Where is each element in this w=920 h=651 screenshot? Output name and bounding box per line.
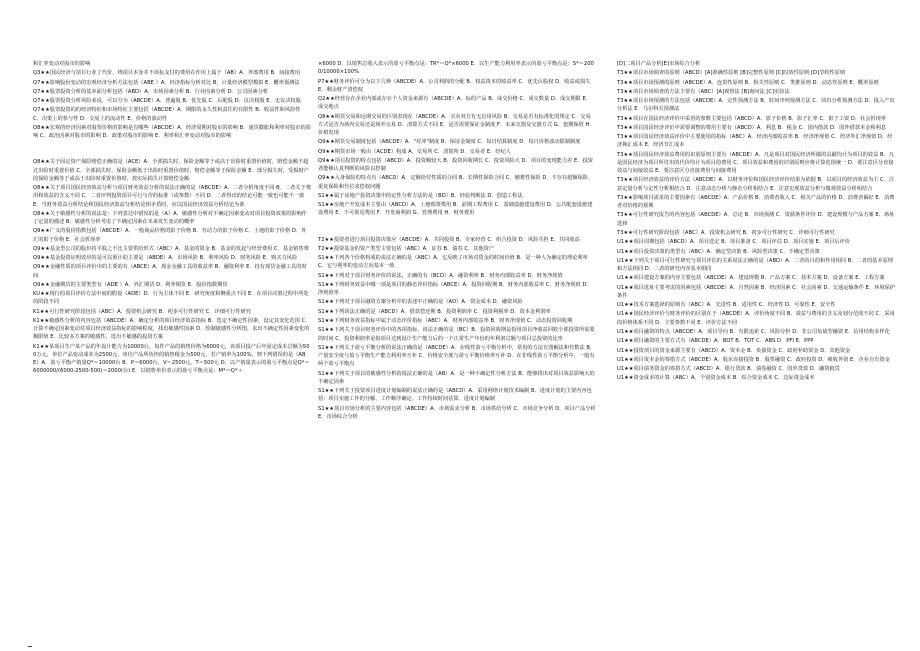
question-item: U1★★技术方案选择的原则有（ABC）A．先进性 B．适用性 C．经济性 D．可靠性 E．安全性 — [617, 302, 836, 309]
question-item: T3★★项目市场预测的方法包括（ABCDE）A．定性预测方法 B．时间序列预测方法 C．回归分析预测方法 D．投入产出分析法 E．马尔科夫预测法 — [617, 98, 895, 113]
question-item: Q8★★关于敏感性分析的说法是：下列表达中错误的是（A）A．敏感性分析对不确定因素变动对项目投资效果的影响作了定量的描述 B．敏感性分析考虑了不确定因素在未来发生变动的概率 — [33, 210, 307, 226]
question-item: U1★★项目资本金的筹措方式（ABCDE）A．股东直接投资 B．股票融资 C．政府投资 D．吸收外资 E．企业自有资金 — [617, 356, 890, 363]
question-item: U1★★项目融资的特点（ABCDE）A．项目导向 B．有限追索 C．风险分担 D．非公司负债型融资 E．信用结构多样化 — [617, 328, 890, 335]
question-item: Q9★★期货交易制度包括（ABCDE）A．"对冲"制度 B．保证金制度 C．每日结算制度 D．每日价格波动限制制度 — [318, 139, 581, 146]
question-item: S1★★下列财务效益中哪一项是项目的静态评价指标（ABCE）A．投资回收期 B．财务内部收益率 C．财务净现值 D．净现值率 — [318, 281, 592, 297]
question-item: S1★★下列各个价格构成的说法正确的是（ABC）A．它反映了市场对资金的时间价值 B．是一种人为确定的理论利率 C．它与利率的变动方向基本一致 — [318, 255, 588, 270]
question-item: K1★★某项目生产某产品的年设计能力为10000台，每件产品的销售价格为6000元，该项目投产后年固定成本总额为500万元，单位产品变动成本为2500元，单位产品所负担的销售税金为500元，若产销率为100%，则下列错误的是（ABE）A．盈亏平衡产销量Q*＝10000台 B．P＝6000台，V＝2500元，T＝500元 D．以产销量表示的盈亏平衡点是Q*＝6000000/(6000-2500-500)＝2000(台) E．以销售单价表示的盈亏平衡点是：M*＝Q*＋ — [33, 343, 310, 375]
question-item: Q9★★基金投资证明效应的是可以预计的主要是（ABDE）A．市场风险 B．利率风险 D．财务风险 E．购买力风险 — [33, 255, 298, 262]
question-item: S1★★下列对于项目融资方案分析中的表述中正确的是（AD）A．资金成本 D．融资风险 — [318, 299, 523, 306]
question-item: P7★★财务评价可分为以下几种（ABCDE）A．公司利润的分配 B．权益资本的收益率 C．优先认股权 D．收益或损失 E．剩余财产清偿权 — [318, 78, 591, 93]
spacer — [33, 141, 311, 158]
question-item: T3★★项目国民经济效益评价中主要使用的指标（ABC）A．经济内部收益率 B．经济净现值 C．经济外汇净现值 D．经济换汇成本 E．经济节汇成本 — [617, 134, 893, 149]
question-item: Q8★★关于固定资产保险赔偿正确的是（ACE）A．全部损失时，保险金额等于或高于出险时重置价值时，赔偿金额不超过出险时重置价值 C．全部损失时，保险金额低于出险时重置价值时，赔偿金额等于保险金额 E．部分损失时，受损财产的保险金额等于或高于出险时重置价值时，按实际损失计算赔偿金额 — [33, 159, 309, 182]
question-item: S1★★下列说法正确的是（ABCD）A．借款偿还期 B．投资利润率 C．投资利税率 D．资本金利润率 — [318, 308, 551, 315]
question-item: T3★★可行性研究报告的内容包括（ABCDE）A．总论 B．市场预测 C．资源条件评价 D．建设规模与产品方案 E．场址选择 — [617, 212, 895, 227]
question-item: Q9★★广义的股价指数包括（ABCDE）A．一般商品价格的影子价格 B．劳动力的影子价格 C．土地的影子价格 D．外汇的影子价格 E．社会折现率 — [33, 228, 307, 243]
page-footer-mark — [28, 646, 32, 647]
question-item: S1★★下列关于项目财务评价中的各项指标，说法正确的是（BC）B．投资回收期是指用项目净收益回收全部投资所需要的时间 C．投资利润率是指项目达到设计生产能力后的一个正常生产年份的年利润总额与项目总投资的比率 — [318, 327, 595, 342]
question-item: T3★★项目国民经济效益费用的识别原则主要有（ABCDE）A．凡是项目对国民经济所做的贡献均计为项目的效益 B．凡是国民经济为项目所付出的代价均计为项目的费用 C．项目效益和费用的识别原则应将计算范围统一 D．要注意区分直接效益与间接效益 E．要注意区分直接费用与间接费用 — [617, 151, 895, 175]
question-item: S1★★房地产开发成本主要由（ABCD）A．土地购置费用 B．前期工程费用 C．基础设施建设费用 D．公共配套设施建设费用 E．不可预见费用 F．开发商利润 G．管理费用 H．财务费用 — [318, 202, 593, 217]
question-item: U1★★国民经济评价与财务评价的区别在于（ABCDE）A．评价角度不同 B．效益与费用的含义及划分范围不同 C．采用的价格体系不同 D．主要参数不同 E．评价方法不同 — [617, 311, 895, 326]
question-item: [D]二项目产品分析[E]市场综合分析 — [617, 61, 701, 67]
question-item: Q3★★国民经济与项目行业了代价，绕项目本身并不该标支付的费用在作用上属于（AB）A．外部费用 B．间接费用 — [33, 70, 301, 77]
question-item: T3★★影响项目需求的主要因素有（ABCDE）A．产品价格 B．消费者收入 C．相关产品的价格 D．消费者偏好 E．消费者对价格的预期 — [617, 194, 895, 210]
question-item: S1★★下列关于项目的敏感性分析的说法正确的是（AB）A．是一种不确定性分析方法 B．能够找出对项目效益影响大的不确定因素 — [318, 370, 595, 385]
question-item: Q7★★影响股份变动的宏观经济分析方法包括（ABE ）A．经济指标分析对比 B．计量经济模型模拟 E．概率预测法 — [33, 79, 300, 86]
question-item: S1★★下列财务效益指标中属于动态评价指标（ABC）A．财务内部收益率 B．财务净现值 C．动态投资回收期 — [318, 318, 573, 325]
question-item: Q7★★股票投资分析风险来说，可以分为（ABCDE）A．普遍股 B．优先股 C．后配股 D．议决权股 E．无议决权股 — [33, 98, 301, 105]
question-item: Q2★★经营存在企业内部或存在个人资金来源有（ABCDE）A．标的产品 B．成交价格 C．成交数量 D．成交期限 E．成交地点 — [318, 96, 592, 111]
question-item: Q7★★股票投资的的经济特征和市场特征主要包括（ABCDE）A．期限的永久性和责任的有限性 B．收益性和风险性 C．决策上的参与性 D．交易上的流动性 E．价格的波动性 — [33, 107, 301, 122]
question-item: 和汇率变动对股市的影响 — [33, 61, 91, 67]
question-item: U1★★下列关于项目可行性研究与项目评估的关系说法正确的是（ABD）A．二者的目的和作用相同 B．二者的基本原理和方法相同 D．二者的研究内容基本相同 — [617, 257, 894, 273]
question-item: U1★★项目建设方案的内容主要包括（ABCDE）A．建设规模 B．产品方案 C．技术方案 D．设备方案 E．工程方案 — [617, 275, 885, 282]
question-item: S1★★属于房地产投资决策中的定性分析方法的是（BD）B．经验判断法 D．创造工程法 — [318, 192, 523, 199]
question-item: S1★★下列关于投资项目进度计划编制的说法正确的是（ABCD）A．采用网络计划技术编制 B．进度计划的主要内容包括：项目实施工作的分解、工作顺序确定、工作持续时间估算、进度计划编制 — [318, 388, 592, 403]
question-item: Q9★★期货市场一般由（ACDE）构成 A．交易所 C．清算所 D．交易者 E．经纪人 — [318, 148, 511, 155]
question-item: T3★★项目市场调查的原则（ABCD）[A]准确性原则 [B]完整性原则 [C]时效性原则 [D]节约性原则 — [617, 70, 846, 77]
question-item: T3★★可行性研究阶段包括（ABC）A．投资机会研究 B．初步可行性研究 C．详细可行性研究 — [617, 229, 835, 236]
question-item: Q8★★期货交易和远期交易的区别表现在（ABCDE）A．买卖双方有无信用风险 B．交易是否有标准化的规定 C．交易方式是否为场内交易还是场外交易 D．清算方式不同 E．是否需要保证金制度 F．未来交割及交割方式 G．套期保值 H．价格发现 — [318, 113, 595, 136]
question-item: S1★★下列对于项目财务评价的说法，正确的有（BCD）A．融资利率 B．财务内部收益率 D．财务净现值 — [318, 272, 563, 279]
column-right — [617, 60, 895, 640]
question-item: U1★★项目周期包括（ABCD）A．项目选定 B．项目准备 C．项目评估 D．项目实施 E．项目后评价 — [617, 239, 851, 246]
column-middle — [318, 60, 596, 640]
question-item: T3★★项目市场调查的方法主要有（ABC）[A]观察法 [B]询问法 [C]实验法 — [617, 88, 790, 95]
question-item: Q8★★关于项目国民经济效益分析与项目财务效益分析的说法正确的是（ABCDE）A．二者分析角度不同 B．二者关于费用和效益的含义不同 C．二者评判投资项目可行与否的标准（或参数）不同 D．二者得出的结论可能一致也可能不一致 E．当财务效益分析结论和国民经济效益分析结论相矛盾时，应以国民经济效益分析结论为准 — [33, 185, 311, 208]
question-item: U1★★项目债务资金的筹措方式（ABCD）A．银行贷款 B．债券融资 C．国外贷款 D．融资租赁 — [617, 366, 840, 373]
question-item: U1★★项目投资决策的类型有（ABC）A．确定型决策 B．风险型决策 C．不确定型决策 — [617, 248, 820, 255]
question-item: K1★★可行性研究阶段包括（ABC）A．投资机会研究 B．初步可行性研究 C．详细可行性研究 — [33, 308, 251, 315]
question-item: U1★★投资项目的资金来源主要有（ABCD）A．资本金 B．负债资金 C．政府补助资金 D．其他资金 — [617, 347, 851, 354]
question-item: K1★★敏感性分析的内容包括（ABCDE）A．确定分析的项目经济效益指标 B．选定不确定性因素，设定其变化范围 C．计算不确定因素变动对项目经济效益指标的影响程度，找出敏感性因素 D．绘制敏感性分析图，求出不确定性因素变化的极限值 E．比较多方案的敏感性，选出不敏感的投资方案 — [33, 318, 311, 341]
question-item: T2★★投资基金的资产类型主要包括（ABC）A．证券 B．债券 C．其他资产 — [318, 245, 495, 252]
question-item: T3★★项目经济效益的评价方法（ABCDE）A．以财务评价和国民经济评价结果为依据 B．以项目的经济效益为主 C．注意定量分析与定性分析相结合 D．注意动态分析与静态分析相结合 E．注意宏观效益分析与微观效益分析相结合 — [617, 177, 895, 192]
question-item: T3★★项目市场预测的原则（ABCDE）A．连贯性原则 B．相关性原则 C．类推原则 D．动态性原则 E．概率原则 — [617, 79, 879, 86]
question-item: Q9★★基金型公司的股价持平股之不比主要供给形式（ABC）A．基金的资金 B．基金的发起与经营费用 C．基金销售费 — [33, 245, 309, 252]
question-item: Q9★★金融期货的主要类型有（ADE ）A．外汇期货 D．利率期货 E．股价指数期货 — [33, 281, 228, 288]
question-item: KU★★现行的项目评价方法中间的假设（ADE）D．行为主体不同 E．研究角度和侧重点不同 E．在项目决策过程中所处的阶段不同 — [33, 291, 309, 306]
question-item: U1★★项目融资的主要方式有（ABCDE）A．BOT B．TOT C．ABS D．PFI E．PPP — [617, 338, 814, 345]
question-item: U1★★项目选址主要考虑的因素包括（ABCDE）A．自然因素 B．经济因素 C．社会因素 D．交通运输条件 E．环境保护条件 — [617, 284, 895, 299]
question-item: Q8★★宏观的经济因素对股票价格的影响是有哪些（ABCDE）A．经济周期对股市的影响 B．通货膨胀和利率对股市的影响 C．政治因素对股市的影响 D．政策对股市的影响 E．利率和汇率变动对股市的影响 — [33, 124, 311, 140]
question-item: T2★★投资者进行项目投资决策应（ABCDE）A．共同投资 B．专家经营 C．组合投资 D．风险共担 E．共同收益 — [318, 236, 580, 243]
question-item: Q9★★金融性质的项目评价中的主要的有（ABCE）A．现金金融工具的收益率 B．融资利率 E．持有现货金融工具的时间 — [33, 264, 307, 279]
question-item: Q7★★股票投资分析的基本面分析包括（ABD）A．市场因素分析 B．行业因素分析 D．公司因素分析 — [33, 88, 269, 95]
question-item: Q9★★入身保险的特点有（ABCD）A．定额给付性质的合同 B．长期性保险合同 C．储蓄性保险 D．不存在超额保险、重复保险和代位求偿权问题 — [318, 175, 594, 190]
question-item: U1★★资金成本的计算（ABC）A．个别资金成本 B．综合资金成本 C．边际资金成本 — [617, 375, 815, 382]
question-item: S1★★项目市场分析的主要内容包括（ABCDE）A．市场需求分析 B．市场供给分析 C．市场竞争分析 D．项目产品分析 E．市场综合分析 — [318, 405, 596, 420]
column-left — [33, 60, 311, 640]
question-item: Q9★★项目投资的特点包括（ABCD）A．投资额较大 B．投资回收期长 C．投资风险大 D．项目的变现能力差 E．投资者能够认真判断的风险以控制 — [318, 157, 593, 172]
question-item: T3★★项目在国民经济评价中采用的参数主要包括（ABCD）A．影子价格 B．影子汇率 C．影子工资 D．社会折现率 — [617, 115, 887, 122]
spacer — [318, 219, 596, 236]
question-item: S1★★下列关于盈亏平衡分析的说法正确的是（ABCDE）A．在线性盈亏平衡分析中，常用的方法有图解法和代数法 B．产量安全度与盈亏平衡生产能力利用率互补 C．价格安全度与盈亏平衡价格率互补 D．在非线性盈亏平衡分析中，一般有两个盈亏平衡点 — [318, 344, 596, 368]
question-item: T3★★项目国民经济评价中需要调整的费用主要有（ABCD）A．利息 B．税金 C．国内借款 D．国外借款本金和利息 — [617, 124, 887, 131]
question-item: ×6000 D．以销售总收入表示的盈亏平衡点是：TR*＝Q*×6000 E．以生产能力利用率表示的盈亏平衡点是：S*＝2000/10000×100% — [318, 61, 594, 76]
